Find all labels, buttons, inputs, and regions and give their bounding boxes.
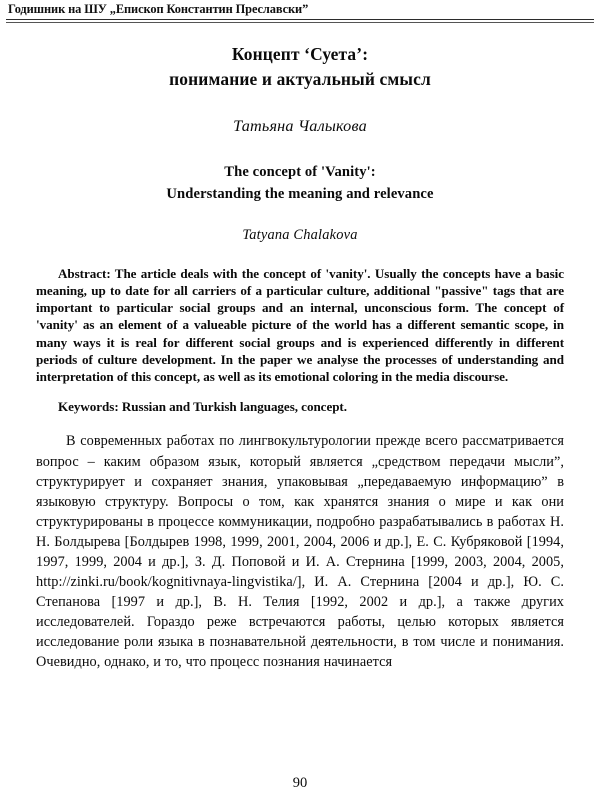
keywords-paragraph — [36, 398, 564, 415]
header-rule — [6, 19, 594, 20]
article-content — [36, 36, 564, 687]
header-rule-secondary — [6, 22, 594, 23]
page-title-english — [36, 162, 564, 204]
keywords-body: Russian and Turkish languages, concept. — [118, 399, 347, 415]
author-russian: Татьяна Чалыкова — [233, 117, 367, 136]
abstract-body: The article deals with the concept of 'vanity'. Usually the concepts have a basic meaning, up to date for all carriers of a particular culture, additional "passive" tags that are important to particular social groups and an internal, unconscious form. The concept of 'vanity' as an element of a valueable picture of the world has a different semantic scope, in many ways it is real for different social groups and is experienced differently in different periods of culture development. In the paper we analyse the processes of understanding and interpretation of this concept, as well as its emotional coloring in the media discourse. — [36, 265, 564, 384]
title-english-line-2: Understanding the meaning and relevance — [166, 185, 434, 202]
title-russian-line-2: понимание и актуальный смысл — [169, 68, 431, 89]
keywords-label: Keywords: — [58, 399, 119, 415]
page-number: 90 — [292, 775, 308, 791]
abstract-paragraph — [36, 265, 564, 385]
title-russian-line-1: Концепт ‘Суета’: — [231, 44, 369, 64]
title-english-line-1: The concept of 'Vanity': — [224, 164, 376, 181]
author-english: Tatyana Chalakova — [242, 226, 358, 243]
running-head: Годишник на ШУ „Епископ Константин Преславски” — [8, 2, 309, 16]
page-title-russian — [36, 42, 564, 91]
body-paragraph-1: В современных работах по лингвокультурологии прежде всего рассматривается вопрос – каким образом язык, который является „средством передачи мысли”, структурирует и сохраняет знания, упаковывая „передаваемую информацию” в языковую структуру. Вопросы о том, как хранятся знания о мире и как они структурированы в процессе коммуникации, подробно разрабатывались в работах Н. Н. Болдырева [Болдырев 1998, 1999, 2001, 2004, 2006 и др.], Е. С. Кубряковой [1994, 1997, 1999, 2004 и др.], З. Д. Поповой и И. А. Стернина [1999, 2003, 2004, 2005, http://zinki.ru/book/kognitivnaya-lingvistika/], И. А. Стернина [2004 и др.], Ю. С. Степанова [1997 и др.], В. Н. Телия [1992, 2002 и др.], а также других исследователей. Гораздо реже встречаются работы, целью которых является исследование роли языка в познавательной деятельности, в том числе и понимания. Очевидно, однако, и то, что процесс познания начинается — [36, 433, 564, 671]
abstract-label: Abstract: — [58, 265, 111, 281]
